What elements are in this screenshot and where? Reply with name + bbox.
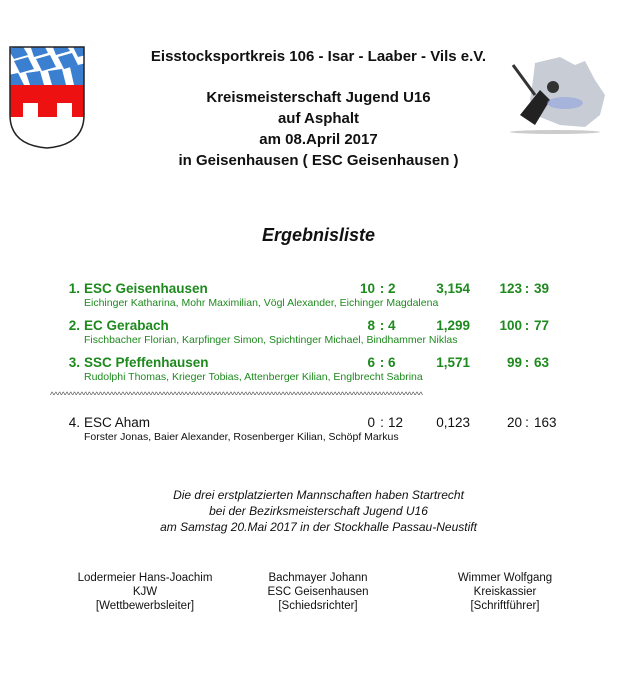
players: Forster Jonas, Baier Alexander, Rosenberger Kilian, Schöpf Markus bbox=[84, 431, 399, 443]
team-name: ESC Geisenhausen bbox=[84, 281, 208, 296]
organization-name: Eisstocksportkreis 106 - Isar - Laaber - Vils e.V. bbox=[150, 48, 487, 65]
qualification-note-line: am Samstag 20.Mai 2017 in der Stockhalle Passau-Neustift bbox=[160, 520, 477, 534]
points-against: 63 bbox=[534, 355, 550, 370]
rank: 4. bbox=[68, 415, 80, 430]
points-for: 99 bbox=[506, 355, 522, 370]
signature-block bbox=[405, 571, 605, 613]
games-won: 0 bbox=[367, 415, 375, 430]
results-title: Ergebnisliste bbox=[261, 225, 376, 245]
signatory-role: ESC Geisenhausen bbox=[267, 586, 369, 598]
result-row bbox=[0, 281, 637, 309]
players: Rudolphi Thomas, Krieger Tobias, Attenberger Kilian, Englbrecht Sabrina bbox=[84, 371, 423, 383]
event-title: Kreismeisterschaft Jugend U16 bbox=[206, 89, 431, 106]
games-lost: 4 bbox=[388, 318, 396, 333]
separator-colon: : bbox=[525, 415, 529, 430]
points-against: 163 bbox=[534, 415, 557, 430]
signatory-role: KJW bbox=[132, 586, 158, 598]
separator-colon: : bbox=[379, 355, 385, 370]
separator-line: ^^^^^^^^^^^^^^^^^^^^^^^^^^^^^^^^^^^^^^^^^^^^^^^^^^^^^^^^^^^^^^^^^^^^^^^^^^^^^^^^^^^^^^^^^^^^^^^^^^^^ bbox=[50, 390, 423, 400]
points-for: 20 bbox=[506, 415, 522, 430]
event-surface: auf Asphalt bbox=[277, 110, 360, 127]
points-for: 100 bbox=[499, 318, 522, 333]
separator-colon: : bbox=[524, 355, 530, 370]
ratio: 1,571 bbox=[436, 355, 470, 370]
separator-colon: : bbox=[524, 318, 530, 333]
separator-colon: : bbox=[379, 318, 385, 333]
games-lost: 6 bbox=[388, 355, 396, 370]
event-date: am 08.April 2017 bbox=[259, 131, 378, 148]
ratio: 0,123 bbox=[436, 415, 470, 430]
signatory-function: [Wettbewerbsleiter] bbox=[95, 600, 195, 612]
separator-colon: : bbox=[524, 281, 530, 296]
games-lost: 12 bbox=[388, 415, 404, 430]
signatory-name: Bachmayer Johann bbox=[268, 572, 368, 584]
games-won: 6 bbox=[367, 355, 375, 370]
points-against: 39 bbox=[534, 281, 550, 296]
ratio: 3,154 bbox=[436, 281, 470, 296]
separator-colon: : bbox=[380, 415, 384, 430]
signature-block bbox=[45, 571, 245, 613]
games-won: 8 bbox=[367, 318, 375, 333]
players: Eichinger Katharina, Mohr Maximilian, Vögl Alexander, Eichinger Magdalena bbox=[84, 297, 439, 309]
qualification-note-line: bei der Bezirksmeisterschaft Jugend U16 bbox=[209, 504, 428, 518]
team-name: ESC Aham bbox=[84, 415, 151, 430]
result-row bbox=[0, 355, 637, 383]
result-row bbox=[0, 415, 637, 443]
event-location: in Geisenhausen ( ESC Geisenhausen ) bbox=[178, 152, 459, 169]
points-against: 77 bbox=[534, 318, 550, 333]
separator-colon: : bbox=[379, 281, 385, 296]
rank: 3. bbox=[68, 355, 80, 370]
signatory-function: [Schiedsrichter] bbox=[278, 600, 358, 612]
players: Fischbacher Florian, Karpfinger Simon, Spichtinger Michael, Bindhammer Niklas bbox=[84, 334, 458, 346]
team-name: SSC Pfeffenhausen bbox=[84, 355, 209, 370]
signatory-name: Lodermeier Hans-Joachim bbox=[77, 572, 213, 584]
team-name: EC Gerabach bbox=[84, 318, 169, 333]
games-lost: 2 bbox=[388, 281, 396, 296]
result-row bbox=[0, 318, 637, 346]
ratio: 1,299 bbox=[436, 318, 470, 333]
signatory-function: [Schriftführer] bbox=[470, 600, 540, 612]
signature-block bbox=[218, 571, 418, 613]
points-for: 123 bbox=[499, 281, 522, 296]
signatory-name: Wimmer Wolfgang bbox=[457, 572, 553, 584]
qualification-note-line: Die drei erstplatzierten Mannschaften haben Startrecht bbox=[173, 488, 464, 502]
signatory-role: Kreiskassier bbox=[473, 586, 537, 598]
rank: 2. bbox=[68, 318, 80, 333]
rank: 1. bbox=[68, 281, 80, 296]
games-won: 10 bbox=[359, 281, 375, 296]
